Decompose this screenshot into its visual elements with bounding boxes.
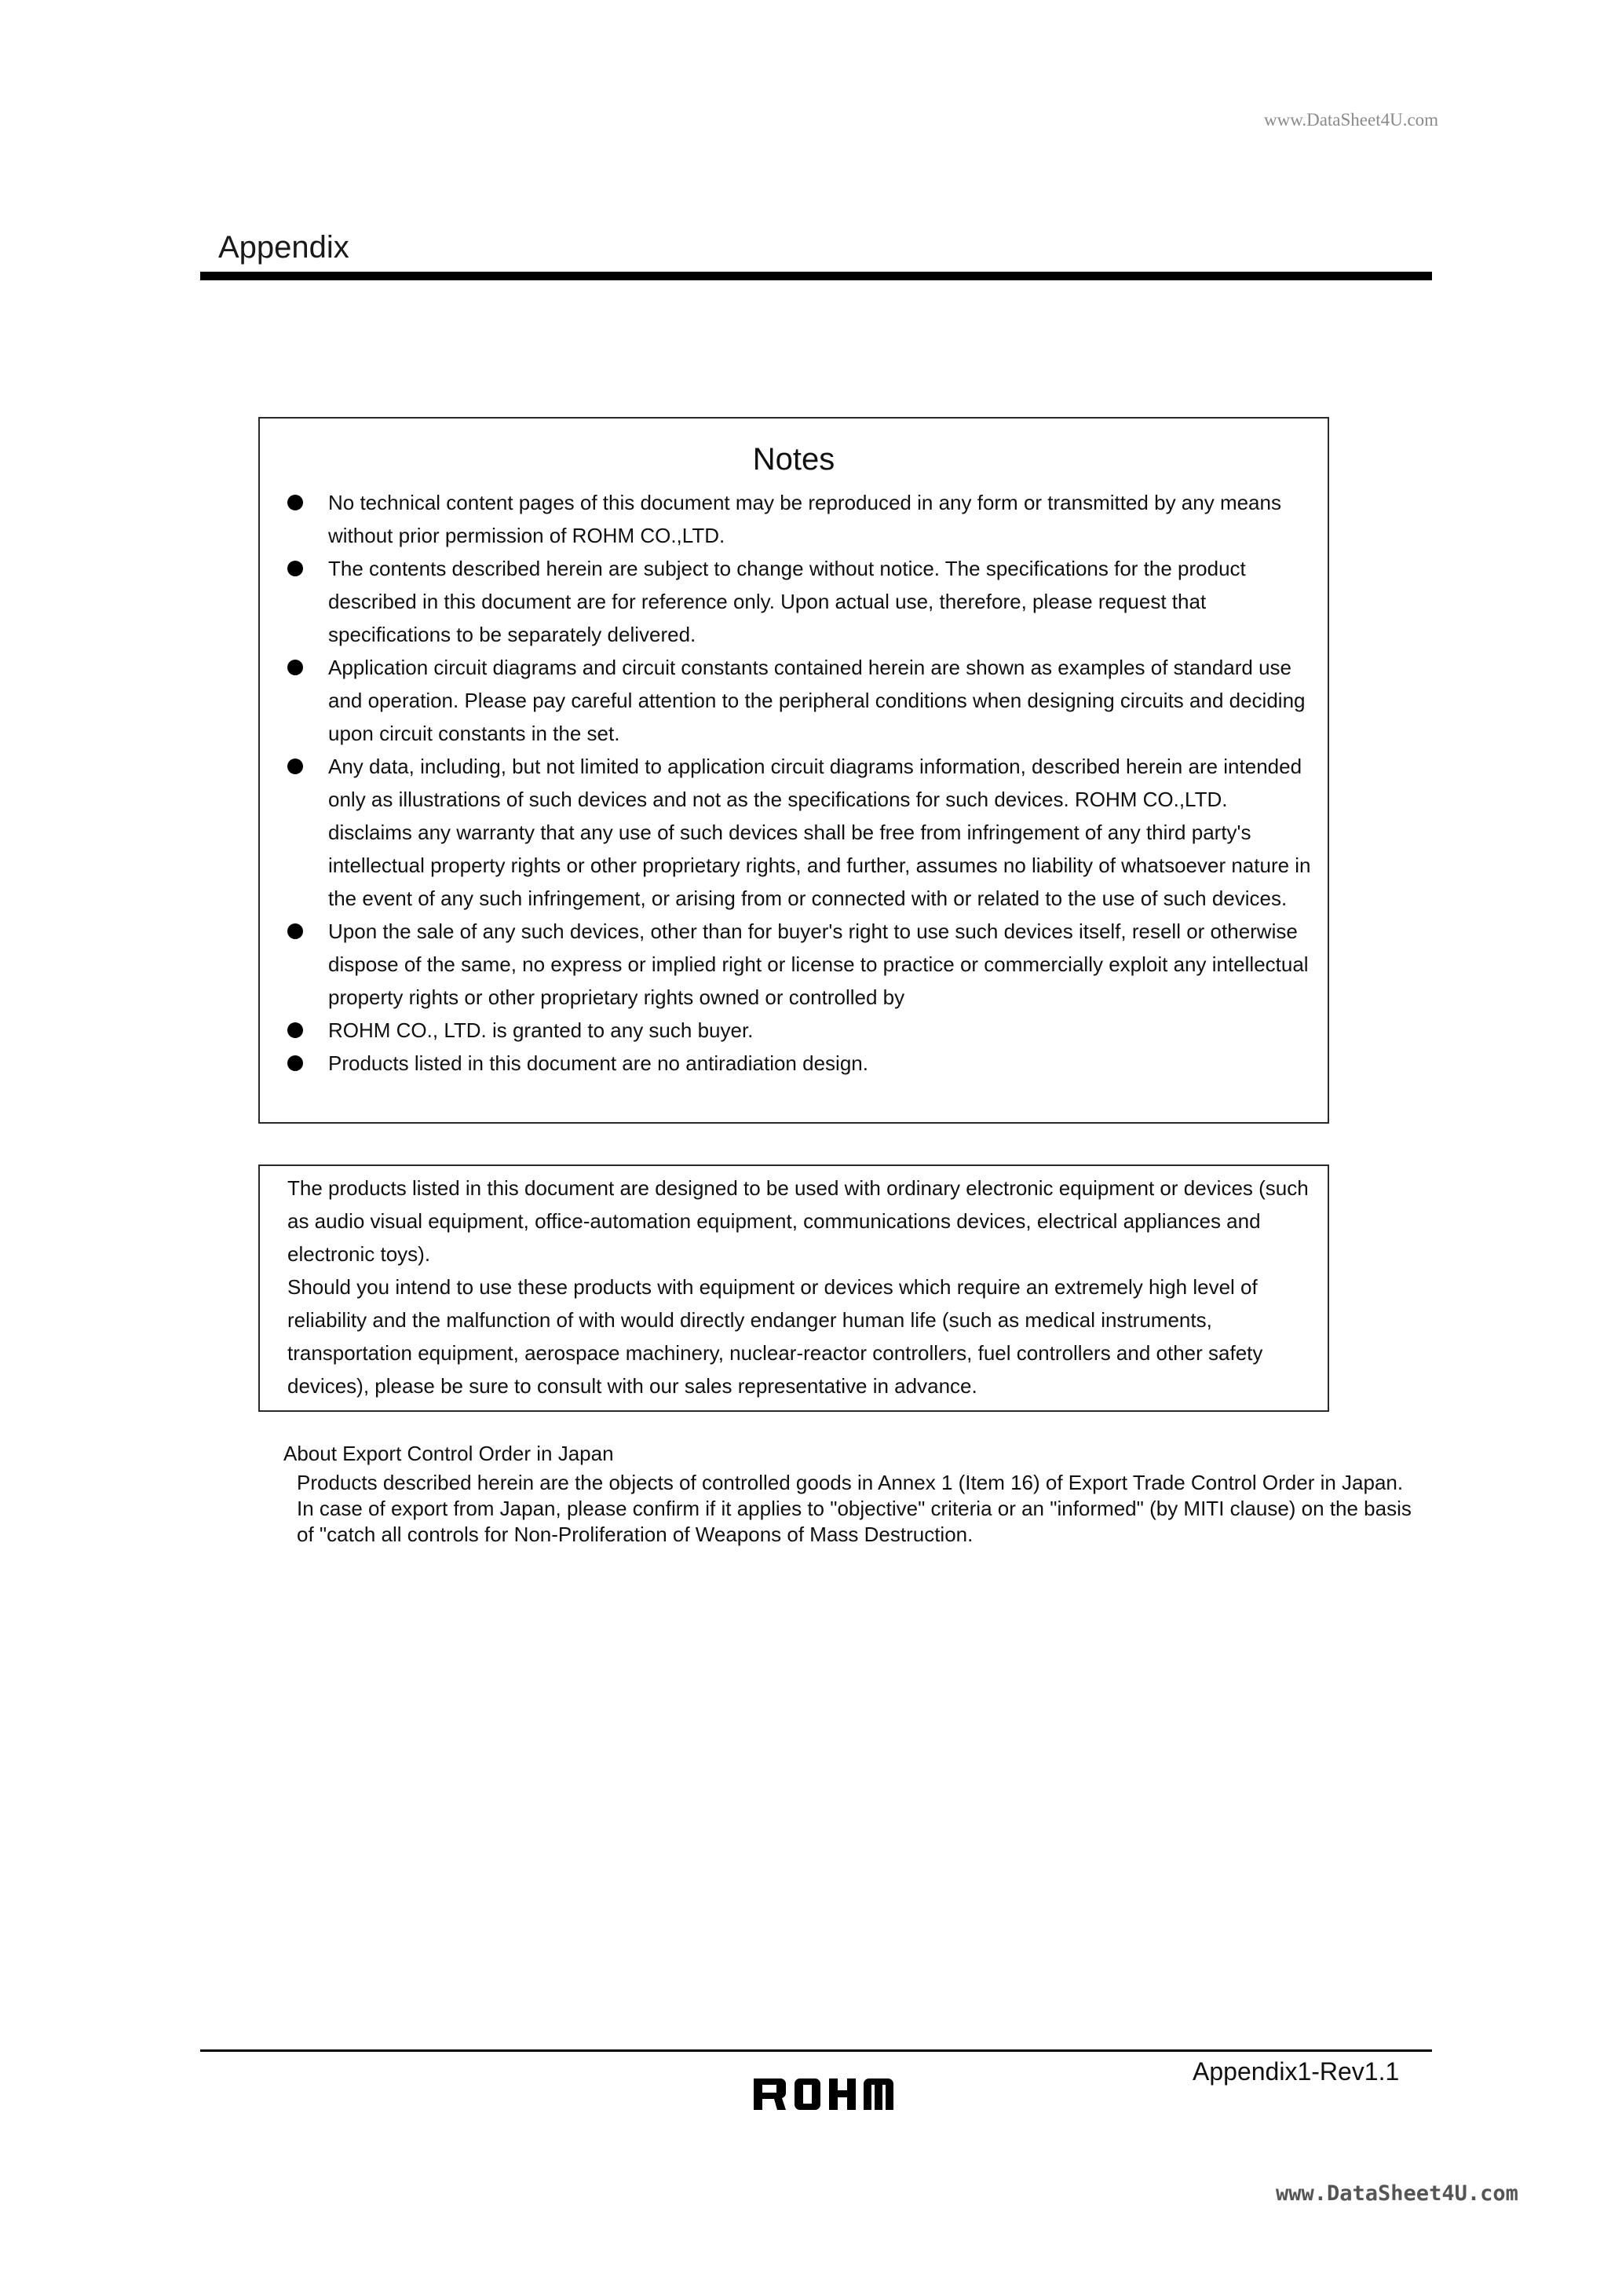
note-text: ROHM CO., LTD. is granted to any such buyer. — [328, 1018, 754, 1042]
usage-paragraph: Should you intend to use these products with equipment or devices which require an extremely high level of reliability and the malfunction of with would directly endanger human life (such as medical instruments, transportation equipment, aerospace machinery, nuclear-reactor controllers, fuel controllers and other safety devices), please be sure to consult with our sales representative in advance. — [287, 1275, 1263, 1398]
bullet-icon — [287, 759, 303, 774]
note-text: The contents described herein are subject to change without notice. The specifications for the product described in this document are for reference only. Upon actual use, therefore, please request that specifications to be separately delivered. — [328, 557, 1246, 646]
rohm-logo-icon — [752, 2075, 895, 2113]
watermark-top: www.DataSheet4U.com — [1264, 110, 1439, 130]
note-text: Products listed in this document are no antiradiation design. — [328, 1051, 868, 1075]
title-rule — [200, 272, 1432, 280]
note-text: No technical content pages of this document may be reproduced in any form or transmitted by any means without prior permission of ROHM CO.,LTD. — [328, 491, 1281, 547]
note-item — [287, 651, 1315, 750]
note-text: Any data, including, but not limited to application circuit diagrams information, described herein are intended only as illustrations of such devices and not as the specifications for such devices. ROHM CO.,LTD. disclaims any warranty that any use of such devices shall be free from infringement of any third party's intellectual property rights or other proprietary rights, and further, assumes no liability of whatsoever nature in the event of any such infringement, or arising from or connected with or related to the use of such devices. — [328, 755, 1311, 910]
usage-text — [287, 1172, 1324, 1402]
export-title: About Export Control Order in Japan — [283, 1442, 614, 1465]
export-body — [297, 1470, 1412, 1548]
note-item — [287, 552, 1315, 651]
bullet-icon — [287, 495, 303, 510]
watermark-bottom: www.DataSheet4U.com — [1276, 2181, 1518, 2206]
bullet-icon — [287, 660, 303, 675]
export-paragraph: In case of export from Japan, please confirm if it applies to "objective" criteria or an "informed" (by MITI clause) on the basis of "catch all controls for Non-Proliferation of Weapons of Mass Destruction. — [297, 1497, 1412, 1546]
page-title: Appendix — [218, 230, 349, 265]
usage-paragraph: The products listed in this document are designed to be used with ordinary electronic equipment or devices (such as audio visual equipment, office-automation equipment, communications devices, electrical appliances and electronic toys). — [287, 1176, 1309, 1266]
bullet-icon — [287, 923, 303, 939]
footer-doc-ref: Appendix1-Rev1.1 — [1193, 2057, 1400, 2086]
notes-list — [287, 486, 1315, 1080]
notes-heading: Notes — [752, 442, 835, 477]
note-item — [287, 1047, 1315, 1080]
note-item — [287, 1014, 1315, 1047]
footer-rule — [200, 2049, 1432, 2052]
export-paragraph: Products described herein are the objects of controlled goods in Annex 1 (Item 16) of Export Trade Control Order in Japan. — [297, 1471, 1404, 1494]
note-item — [287, 750, 1315, 915]
bullet-icon — [287, 1022, 303, 1038]
bullet-icon — [287, 1055, 303, 1071]
bullet-icon — [287, 561, 303, 576]
note-item — [287, 915, 1315, 1014]
note-item — [287, 486, 1315, 552]
note-text: Application circuit diagrams and circuit constants contained herein are shown as examples of standard use and operation. Please pay careful attention to the peripheral conditions when designing circuits and deciding upon circuit constants in the set. — [328, 656, 1306, 745]
note-text: Upon the sale of any such devices, other than for buyer's right to use such devices itself, resell or otherwise dispose of the same, no express or implied right or license to practice or commercially exploit any intellectual property rights or other proprietary rights owned or controlled by — [328, 919, 1309, 1009]
